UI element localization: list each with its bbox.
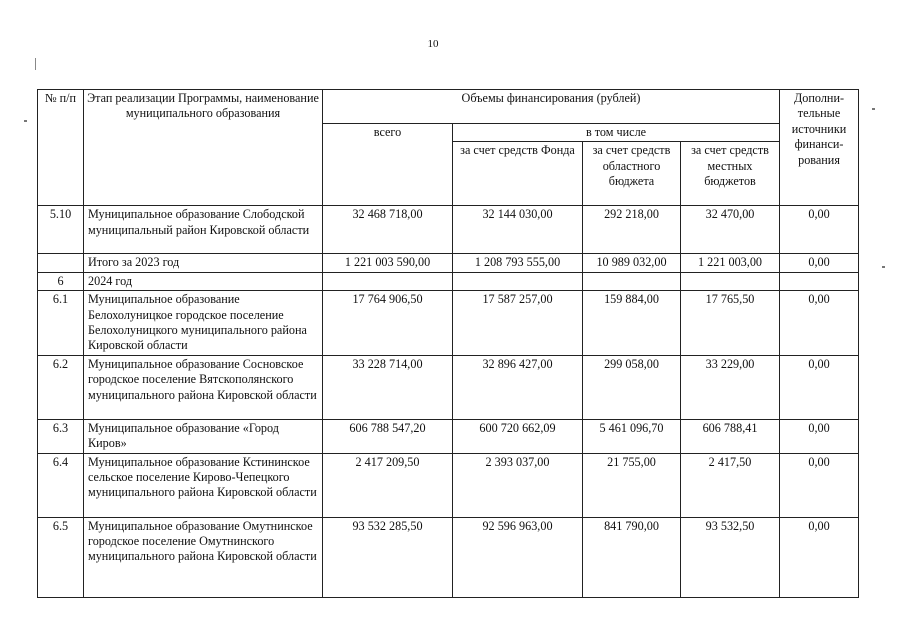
cell-local <box>681 272 780 290</box>
cell-additional: 0,00 <box>780 419 859 453</box>
row-name: Муниципальное образование Омутнинское городское поселение Омутнинского муниципального района Кировской области <box>84 517 323 597</box>
table-row <box>38 355 859 419</box>
header-regional: за счет средств областного бюджета <box>583 142 681 206</box>
cell-total: 33 228 714,00 <box>323 355 453 419</box>
table-row <box>38 254 859 272</box>
cell-fund: 600 720 662,09 <box>453 419 583 453</box>
header-additional: Дополни-тельные источники финанси-рования <box>780 90 859 206</box>
cell-additional: 0,00 <box>780 517 859 597</box>
page-number: 10 <box>427 38 439 50</box>
cell-additional: 0,00 <box>780 355 859 419</box>
cell-local: 33 229,00 <box>681 355 780 419</box>
header-num: № п/п <box>38 90 84 206</box>
scan-speck <box>872 108 875 110</box>
cell-local: 606 788,41 <box>681 419 780 453</box>
row-number: 6.2 <box>38 355 84 419</box>
row-name: Муниципальное образование «Город Киров» <box>84 419 323 453</box>
cell-local: 2 417,50 <box>681 453 780 517</box>
cell-regional: 10 989 032,00 <box>583 254 681 272</box>
scan-speck <box>24 120 27 122</box>
cell-fund <box>453 272 583 290</box>
cell-total: 1 221 003 590,00 <box>323 254 453 272</box>
cell-additional: 0,00 <box>780 206 859 254</box>
cell-regional: 159 884,00 <box>583 291 681 356</box>
header-total: всего <box>323 124 453 206</box>
table-row <box>38 291 859 356</box>
row-name: Муниципальное образование Белохолуницкое городское поселение Белохолуницкого муниципального района Кировской области <box>84 291 323 356</box>
cell-regional: 292 218,00 <box>583 206 681 254</box>
cell-local: 1 221 003,00 <box>681 254 780 272</box>
row-number: 6.3 <box>38 419 84 453</box>
table-body <box>38 206 859 597</box>
cell-additional: 0,00 <box>780 291 859 356</box>
margin-mark <box>35 58 36 70</box>
cell-total <box>323 272 453 290</box>
header-including: в том числе <box>453 124 780 142</box>
cell-additional: 0,00 <box>780 254 859 272</box>
cell-fund: 2 393 037,00 <box>453 453 583 517</box>
cell-fund: 1 208 793 555,00 <box>453 254 583 272</box>
cell-total: 2 417 209,50 <box>323 453 453 517</box>
cell-fund: 17 587 257,00 <box>453 291 583 356</box>
row-name: 2024 год <box>84 272 323 290</box>
row-name: Муниципальное образование Слободской муниципальный район Кировской области <box>84 206 323 254</box>
cell-total: 32 468 718,00 <box>323 206 453 254</box>
row-number: 6.4 <box>38 453 84 517</box>
cell-total: 93 532 285,50 <box>323 517 453 597</box>
cell-regional: 5 461 096,70 <box>583 419 681 453</box>
table-row <box>38 453 859 517</box>
cell-additional <box>780 272 859 290</box>
header-stage: Этап реализации Программы, наименование муниципального образования <box>84 90 323 206</box>
cell-fund: 32 144 030,00 <box>453 206 583 254</box>
row-number <box>38 254 84 272</box>
row-number: 5.10 <box>38 206 84 254</box>
table-row <box>38 419 859 453</box>
cell-regional <box>583 272 681 290</box>
table-row <box>38 206 859 254</box>
cell-total: 606 788 547,20 <box>323 419 453 453</box>
scan-speck <box>882 266 885 268</box>
cell-regional: 299 058,00 <box>583 355 681 419</box>
row-number: 6.1 <box>38 291 84 356</box>
funding-table <box>37 89 859 598</box>
row-number: 6.5 <box>38 517 84 597</box>
cell-local: 17 765,50 <box>681 291 780 356</box>
row-name: Муниципальное образование Кстининское сельское поселение Кирово-Чепецкого муниципального района Кировской области <box>84 453 323 517</box>
header-fund: за счет средств Фонда <box>453 142 583 206</box>
row-number: 6 <box>38 272 84 290</box>
table-row <box>38 517 859 597</box>
cell-local: 32 470,00 <box>681 206 780 254</box>
table-row <box>38 272 859 290</box>
cell-regional: 21 755,00 <box>583 453 681 517</box>
cell-local: 93 532,50 <box>681 517 780 597</box>
cell-additional: 0,00 <box>780 453 859 517</box>
cell-fund: 92 596 963,00 <box>453 517 583 597</box>
row-name: Итого за 2023 год <box>84 254 323 272</box>
cell-fund: 32 896 427,00 <box>453 355 583 419</box>
header-volumes: Объемы финансирования (рублей) <box>323 90 780 124</box>
cell-regional: 841 790,00 <box>583 517 681 597</box>
cell-total: 17 764 906,50 <box>323 291 453 356</box>
header-local: за счет средств местных бюджетов <box>681 142 780 206</box>
row-name: Муниципальное образование Сосновское городское поселение Вятскополянского муниципального района Кировской области <box>84 355 323 419</box>
